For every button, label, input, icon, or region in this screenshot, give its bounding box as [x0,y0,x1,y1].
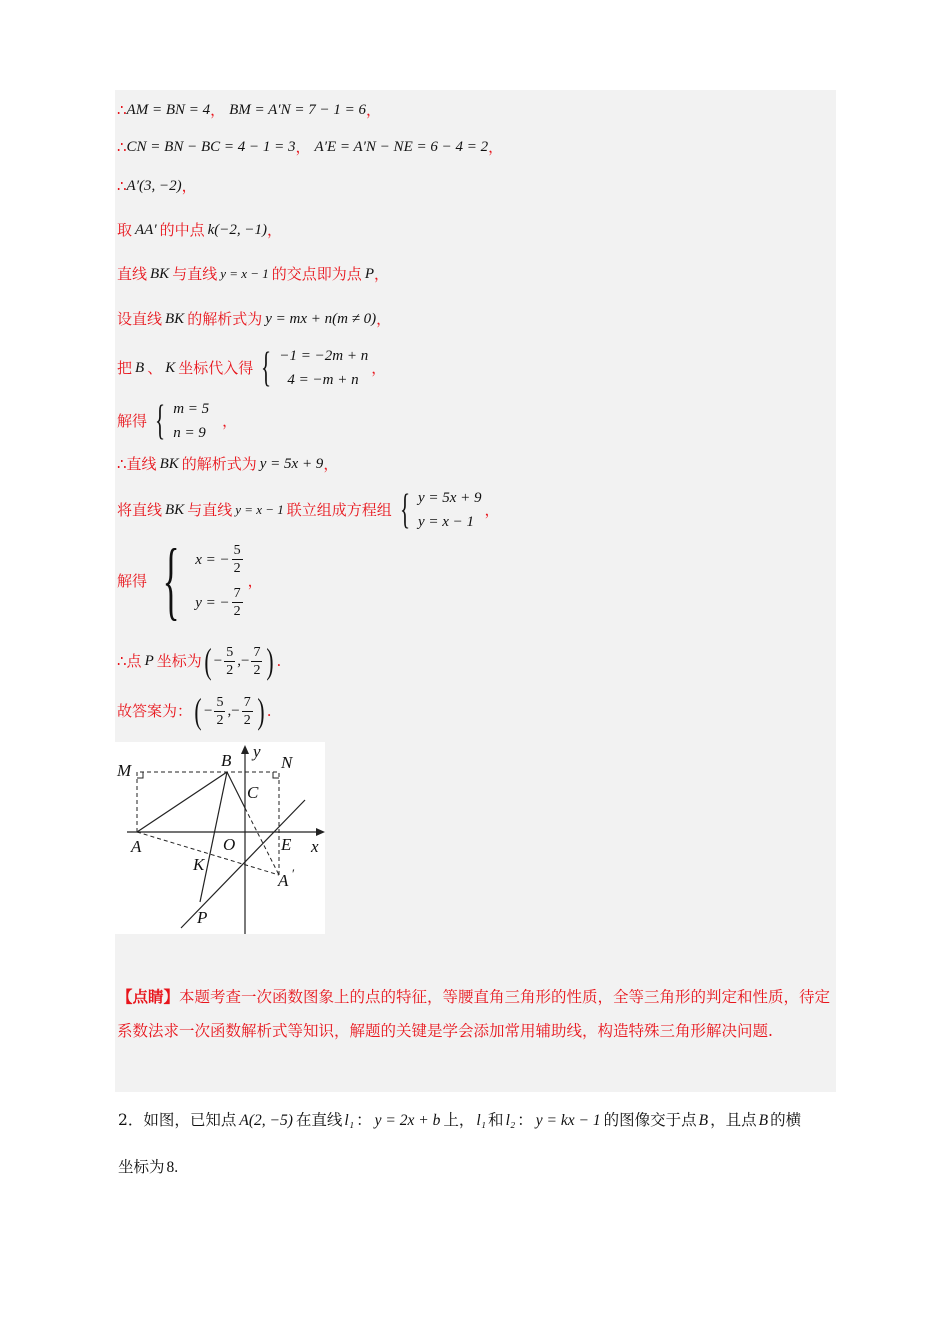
step-line-10: 将直线 BK 与直线 y = x − 1 联立组成方程组 { y = 5x + 9 y = x − 1 ， [117,487,500,533]
step-line-2: ∴ CN = BN − BC = 4 − 1 = 3 ， A′E = A′N − NE = 6 − 4 = 2 ， [117,138,504,156]
figure-background [115,742,325,934]
solution-panel [115,90,836,1092]
label-M: M [117,761,132,780]
geometry-figure [115,742,325,934]
fraction: $\frac{7}{2}$ [233,586,241,619]
fraction: $\frac{7}{2}$ [253,644,261,678]
question-2-line-2: 坐标为 8. [118,1158,179,1176]
right-paren-icon: ) [257,691,265,731]
label-K: K [193,855,205,874]
label-P: P [197,908,208,927]
question-2-line-1: 2．如图，已知点 A(2, −5) 在直线 l₁ ： y = 2x + b 上， l₁ 和 l₂ ： y = kx − 1 的图像交于点 B ，且点 B 的横 [118,1111,802,1129]
label-A-prime: A [278,871,289,890]
equation-system-solution-xy: { x = − $\frac{5}{2}$ y = − $\frac{7}{2}$ [162,532,241,629]
label-B: B [221,751,232,770]
equation-system-lines: { y = 5x + 9 y = x − 1 [399,487,482,533]
step-line-7: 把 B 、 K 坐标代入得 { −1 = −2m + n 4 = −m + n ， [117,345,387,391]
label-N: N [281,753,293,772]
step-line-4: 取 AA′ 的中点 k(−2, −1) ， [117,221,283,239]
step-line-5: 直线 BK 与直线 y = x − 1 的交点即为点 P ， [117,265,389,283]
step-line-6: 设直线 BK 的解析式为 y = mx + n(m ≠ 0) ， [117,310,392,328]
right-paren-icon: ) [266,641,275,681]
step-line-9: ∴ 直线 BK 的解析式为 y = 5x + 9 ， [117,455,339,473]
fraction: $\frac{5}{2}$ [226,644,234,678]
step-line-3: ∴ A′(3, −2) ， [117,177,197,195]
step-line-13: 故答案为： ( − $\frac{5}{2}$ , − $\frac{7}{2}$ ) . [117,691,272,731]
step-line-1: ∴ AM = BN = 4 ， BM = A′N = 7 − 1 = 6 ， [117,101,381,119]
fraction: $\frac{5}{2}$ [233,543,241,576]
left-brace-icon: { [162,532,180,629]
label-x: x [311,837,319,856]
equation-system-solution-mn: { m = 5 n = 9 [155,398,210,444]
label-y: y [253,742,261,761]
label-E: E [281,835,292,854]
equation-system-substitution: { −1 = −2m + n 4 = −m + n [261,345,369,391]
left-brace-icon: { [155,398,166,444]
left-brace-icon: { [261,345,272,391]
left-paren-icon: ( [194,691,202,731]
step-line-11: 解得 { x = − $\frac{5}{2}$ y = − $\frac{7}{2}$ ， [117,532,263,629]
label-prime-mark: ′ [292,866,295,881]
label-A: A [131,837,142,856]
key-point-note: 【点睛】本题考查一次函数图象上的点的特征，等腰直角三角形的性质，全等三角形的判定和性质，待定系数法求一次函数解析式等知识，解题的关键是学会添加常用辅助线，构造特殊三角形解决问题. [117,987,831,1040]
left-brace-icon: { [399,487,410,533]
left-paren-icon: ( [204,641,212,681]
step-line-12: ∴ 点 P 坐标为 ( − $\frac{5}{2}$ , − $\frac{7}{2}$ ) . [117,641,282,681]
fraction: $\frac{5}{2}$ [216,694,224,728]
label-C: C [247,783,259,802]
label-O: O [223,835,236,854]
step-line-8: 解得 { m = 5 n = 9 ， [117,398,238,444]
fraction: $\frac{7}{2}$ [243,694,251,728]
